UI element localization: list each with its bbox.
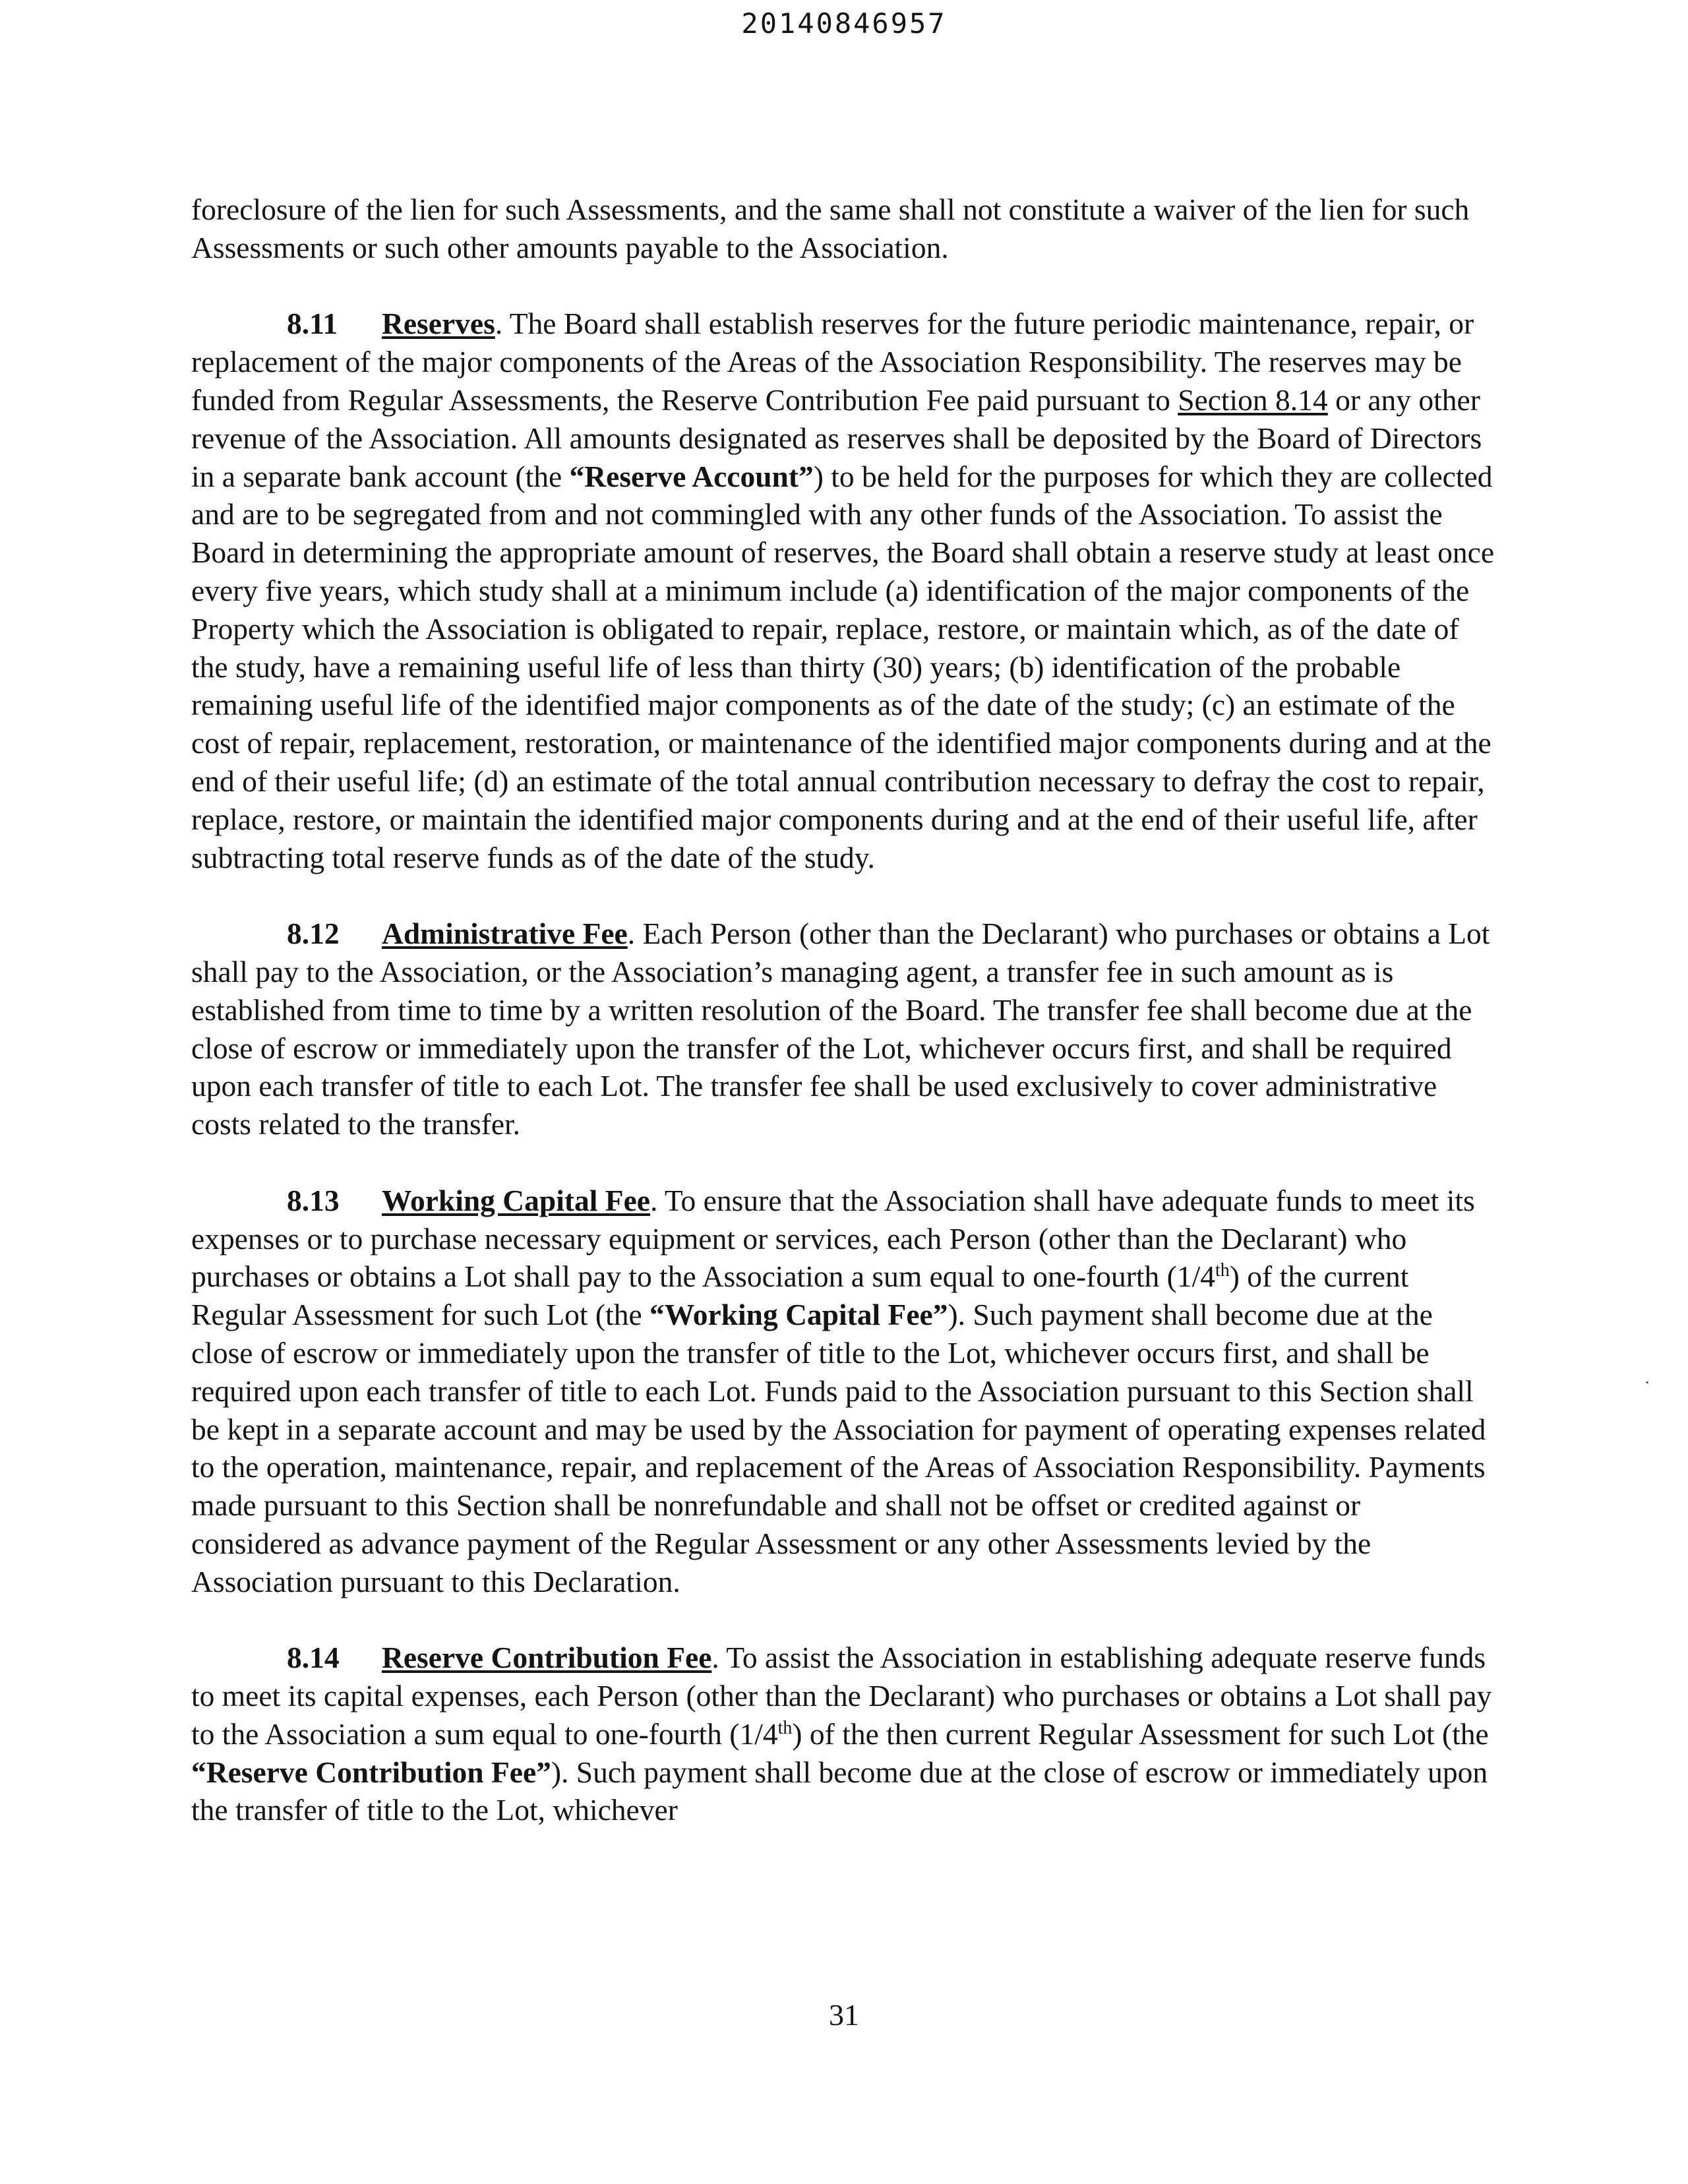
section-number: 8.11 bbox=[287, 307, 338, 341]
section-title: Administrative Fee bbox=[382, 917, 628, 951]
section-text: ) of the current Regular Assessment for such Lot (the bbox=[191, 1259, 1409, 1332]
ordinal-superscript: th bbox=[777, 1717, 793, 1738]
scan-speck bbox=[1646, 1381, 1648, 1383]
section-text: ). Such payment shall become due at the close of escrow or immediately upon the transfer of title to the Lot, whichever occurs first, and shall be required upon each transfer of title to each Lot. Funds paid to the Association pursuant to this Section shall be kept in a separate account and may be used by the Association for payment of operating expenses related to the operation, maintenance, repair, and replacement of the Areas of Association Responsibility. Payments made pursuant to this Section shall be nonrefundable and shall not be offset or credited against or considered as advance payment of the Regular Assessment or any other Assessments levied by the Association pursuant to this Declaration. bbox=[191, 1298, 1486, 1598]
section-title: Reserve Contribution Fee bbox=[382, 1641, 712, 1675]
section-number: 8.12 bbox=[287, 917, 340, 951]
section-8-14-reserve-contribution-fee bbox=[191, 1639, 1497, 1829]
document-body bbox=[191, 191, 1497, 1867]
intro-text: foreclosure of the lien for such Assessments, and the same shall not constitute a waiver of the lien for such Assessments or such other amounts payable to the Association. bbox=[191, 193, 1470, 264]
section-text: ). Such payment shall become due at the close of escrow or immediately upon the transfer of title to the Lot, whichever bbox=[191, 1755, 1488, 1827]
section-text: . Each Person (other than the Declarant) who purchases or obtains a Lot shall pay to the Association, or the Association’s managing agent, a transfer fee in such amount as is established from time to time by a written resolution of the Board. The transfer fee shall become due at the close of escrow or immediately upon the transfer of the Lot, whichever occurs first, and shall be required upon each transfer of title to each Lot. The transfer fee shall be used exclusively to cover administrative costs related to the transfer. bbox=[191, 917, 1490, 1141]
section-number: 8.14 bbox=[287, 1641, 340, 1675]
section-number: 8.13 bbox=[287, 1183, 340, 1217]
defined-term: “Working Capital Fee” bbox=[649, 1298, 948, 1332]
defined-term: “Reserve Account” bbox=[569, 459, 814, 493]
section-title: Reserves bbox=[382, 307, 495, 341]
intro-paragraph bbox=[191, 191, 1497, 267]
page-number: 31 bbox=[829, 1998, 859, 2032]
section-8-12-administrative-fee bbox=[191, 915, 1497, 1143]
section-title: Working Capital Fee bbox=[382, 1183, 650, 1217]
section-text: . To assist the Association in establishing adequate reserve funds to meet its capital expenses, each Person (other than the Declarant) who purchases or obtains a Lot shall pay to the Association a sum equal to one-fourth (1/4 bbox=[191, 1641, 1492, 1751]
section-text: ) of the then current Regular Assessment for such Lot (the bbox=[792, 1716, 1489, 1751]
section-text: . To ensure that the Association shall have adequate funds to meet its expenses or to purchase necessary equipment or services, each Person (other than the Declarant) who purchases or obtains a Lot shall pay to the Association a sum equal to one-fourth (1/4 bbox=[191, 1183, 1475, 1294]
section-8-13-working-capital-fee bbox=[191, 1182, 1497, 1601]
ordinal-superscript: th bbox=[1215, 1260, 1230, 1281]
section-8-11-reserves bbox=[191, 305, 1497, 876]
section-reference-link: Section 8.14 bbox=[1178, 382, 1328, 417]
section-text: or any other revenue of the Association. All amounts designated as reserves shall be deposited by the Board of Directors in a separate bank account (the bbox=[191, 382, 1482, 493]
section-text: ) to be held for the purposes for which they are collected and are to be segregated from and not commingled with any other funds of the Association. To assist the Board in determining the appropriate amount of reserves, the Board shall obtain a reserve study at least once every five years, which study shall at a minimum include (a) identification of the major components of the Property which the Association is obligated to repair, replace, restore, or maintain which, as of the date of the study, have a remaining useful life of less than thirty (30) years; (b) identification of the probable remaining useful life of the identified major components as of the date of the study; (c) an estimate of the cost of repair, replacement, restoration, or maintenance of the identified major components during and at the end of their useful life; (d) an estimate of the total annual contribution necessary to defray the cost to repair, replace, restore, or maintain the identified major components during and at the end of their useful life, after subtracting total reserve funds as of the date of the study. bbox=[191, 459, 1495, 874]
defined-term: “Reserve Contribution Fee” bbox=[191, 1755, 551, 1789]
section-text: . The Board shall establish reserves for the future periodic maintenance, repair, or replacement of the major components of the Areas of the Association Responsibility. The reserves may be funded from Regular Assessments, the Reserve Contribution Fee paid pursuant to bbox=[191, 307, 1474, 417]
document-number: 20140846957 bbox=[741, 7, 947, 40]
